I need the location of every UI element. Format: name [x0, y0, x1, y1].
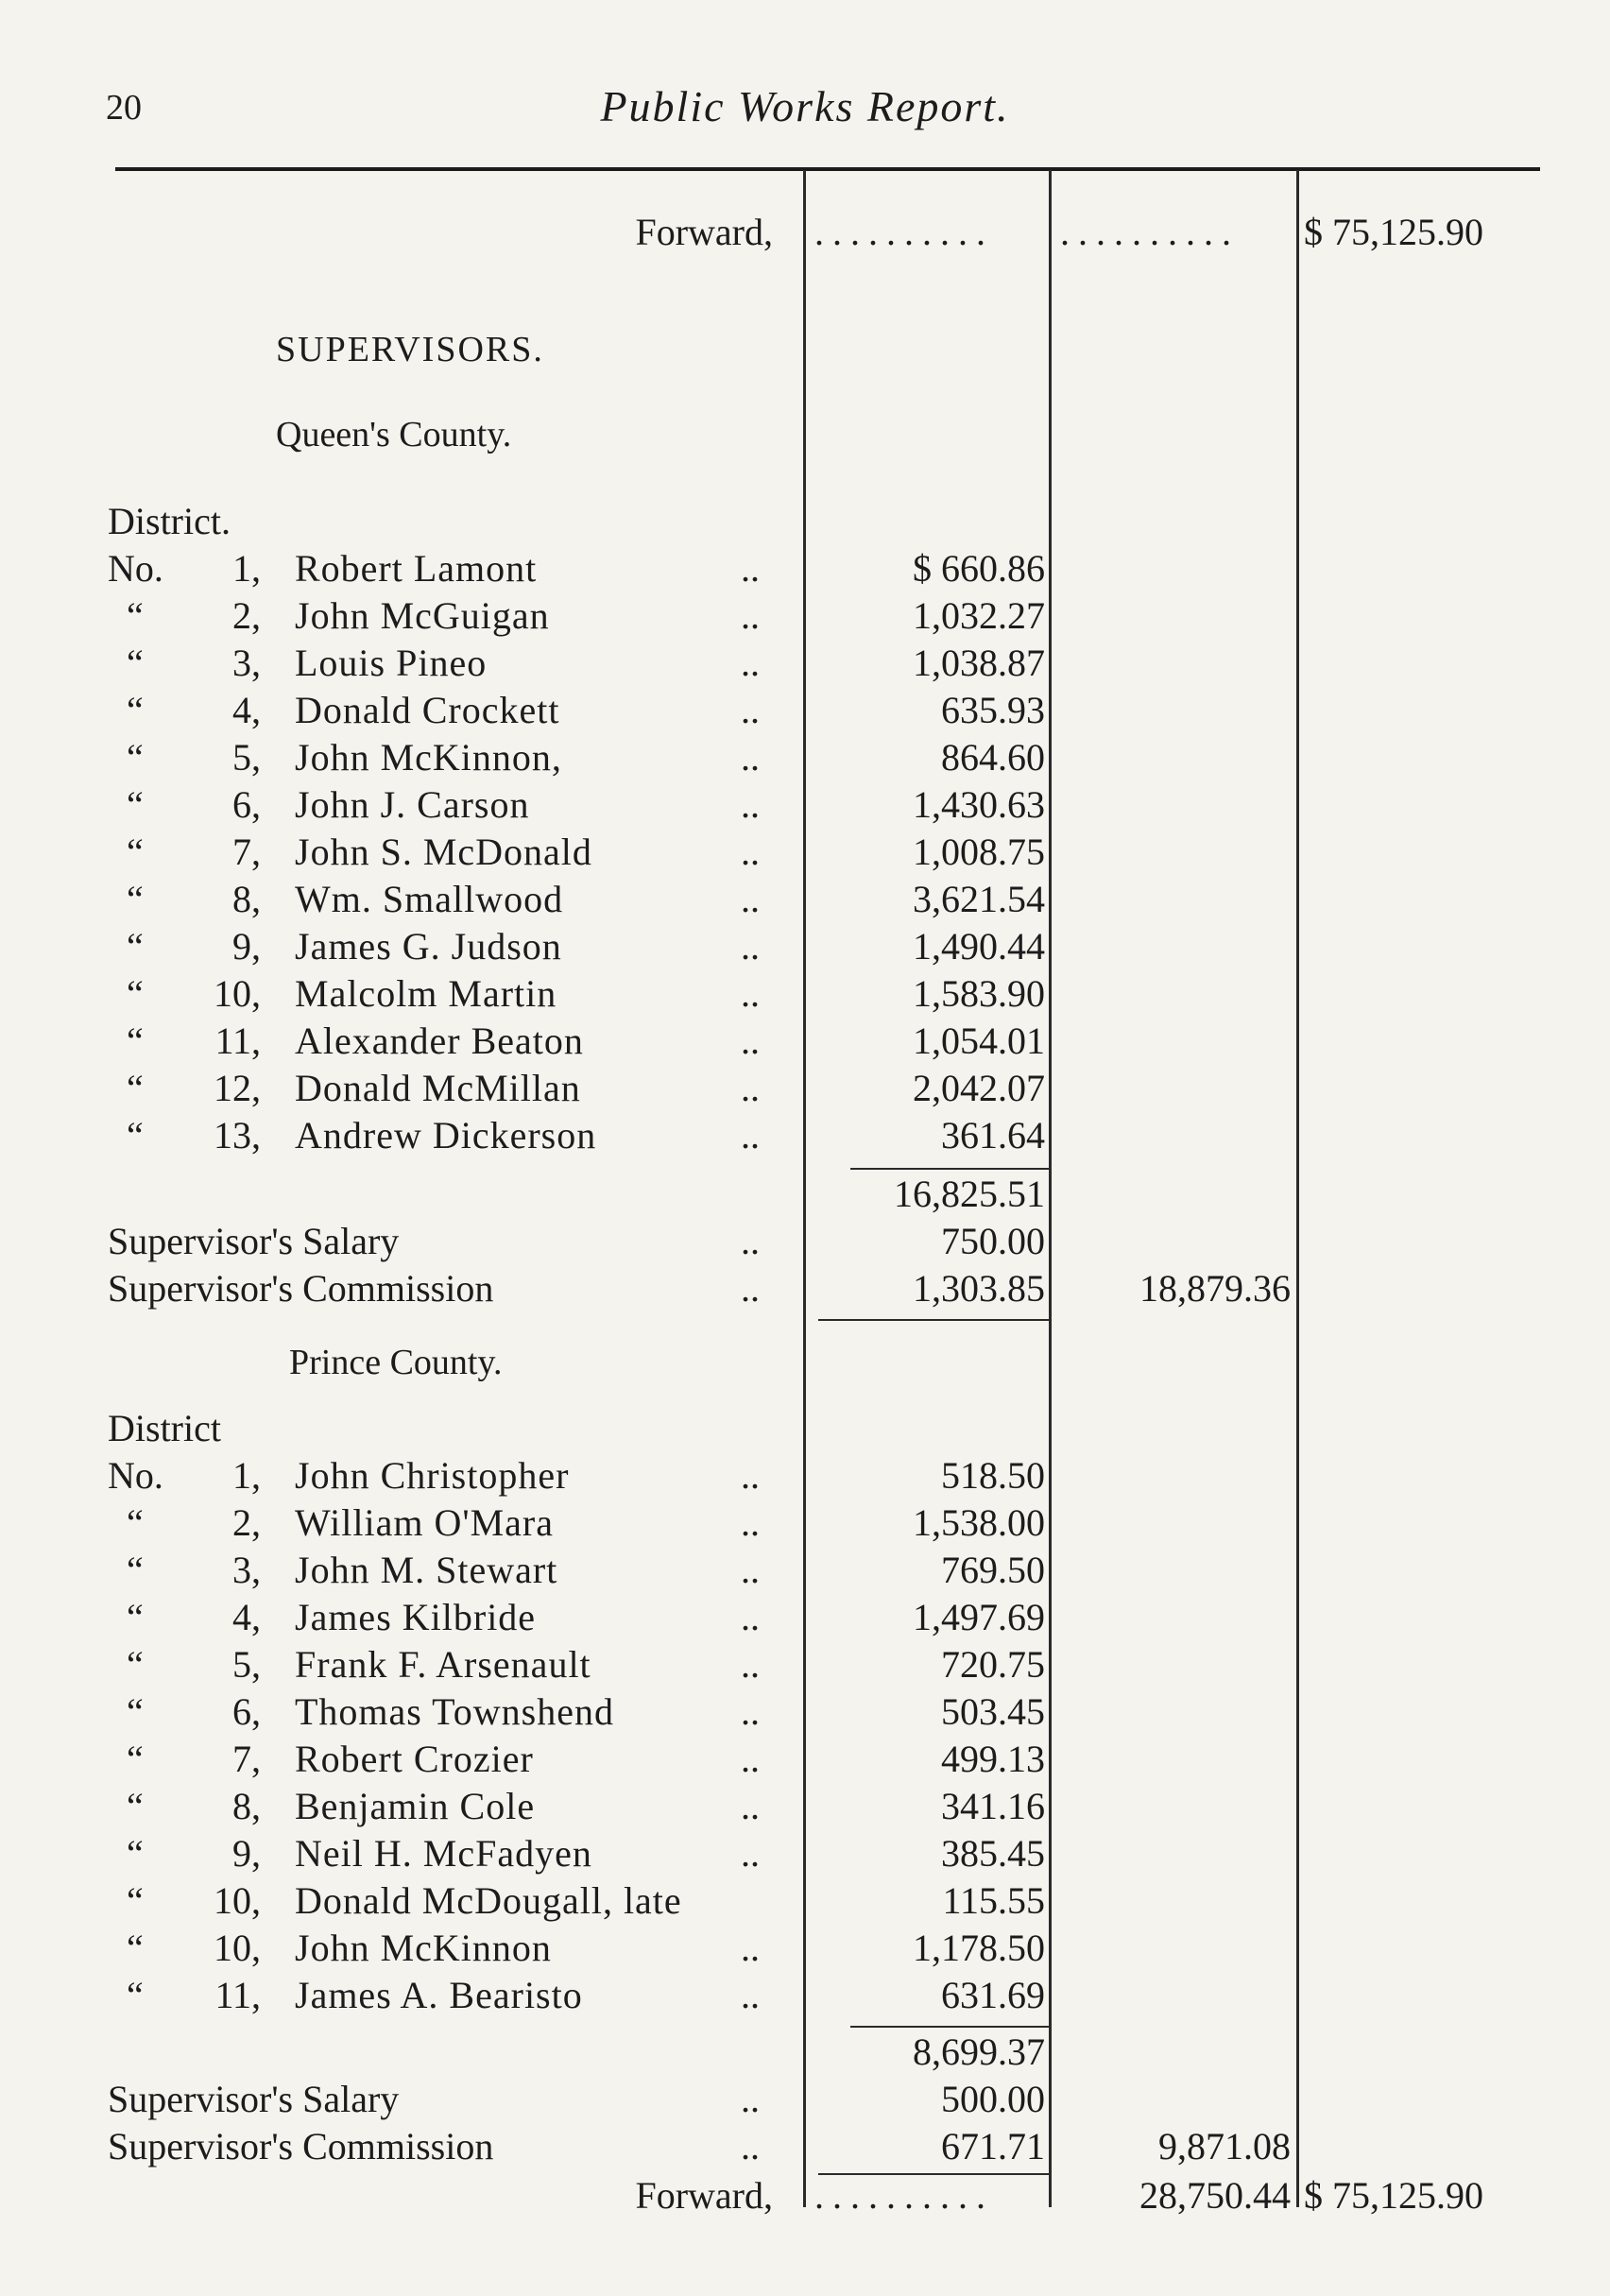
queens-total: 18,879.36: [1139, 1267, 1291, 1310]
prince-commission-leader: ..: [741, 2125, 760, 2167]
queens-row-district-number: 12,: [214, 1067, 261, 1109]
prince-total: 9,871.08: [1158, 2125, 1291, 2167]
prince-row-amount: 1,497.69: [913, 1596, 1045, 1638]
prince-row-leader: ..: [741, 1974, 760, 2016]
prince-district-label: District: [108, 1407, 221, 1449]
queens-row-ditto: “: [127, 642, 144, 684]
queens-subtotal: 16,825.51: [894, 1173, 1045, 1215]
queens-row-supervisor-name: Andrew Dickerson: [295, 1114, 597, 1157]
queens-row-leader: ..: [741, 689, 760, 731]
prince-row-ditto: “: [127, 1596, 144, 1638]
queens-row-ditto: “: [127, 1114, 144, 1157]
queens-commission-amount: 1,303.85: [913, 1267, 1045, 1310]
queens-row-leader: ..: [741, 783, 760, 826]
prince-row-amount: 341.16: [941, 1785, 1045, 1827]
queens-salary-amount: 750.00: [941, 1220, 1045, 1262]
prince-row-district-number: 3,: [232, 1549, 261, 1591]
queens-row-amount: 1,490.44: [913, 925, 1045, 968]
prince-row-ditto: “: [127, 1785, 144, 1827]
prince-row-leader: ..: [741, 1501, 760, 1544]
forward-total-top: $ 75,125.90: [1304, 211, 1483, 253]
prince-row-amount: 518.50: [941, 1454, 1045, 1497]
prince-row-supervisor-name: John McKinnon: [295, 1927, 552, 1969]
prince-row-supervisor-name: Robert Crozier: [295, 1738, 534, 1780]
forward-label-bottom: Forward,: [635, 2174, 773, 2217]
queens-row-amount: 1,038.87: [913, 642, 1045, 684]
prince-row-amount: 1,538.00: [913, 1501, 1045, 1544]
prince-row-ditto: “: [127, 1501, 144, 1544]
header-rule: [115, 167, 1540, 171]
queens-row-ditto: “: [127, 689, 144, 731]
column-rule-1: [803, 170, 806, 2207]
queens-row-amount: 864.60: [941, 736, 1045, 779]
queens-row-leader: ..: [741, 831, 760, 873]
prince-row-leader: ..: [741, 1549, 760, 1591]
prince-row-supervisor-name: William O'Mara: [295, 1501, 554, 1544]
prince-row-ditto: “: [127, 1879, 144, 1922]
prince-row-district-number: 8,: [232, 1785, 261, 1827]
queens-row-supervisor-name: John S. McDonald: [295, 831, 592, 873]
queens-salary-label: Supervisor's Salary: [108, 1220, 400, 1262]
queens-row-amount: 361.64: [941, 1114, 1045, 1157]
forward-leader-col3: ..........: [1060, 211, 1240, 253]
prince-salary-label: Supervisor's Salary: [108, 2078, 400, 2120]
queens-row-leader: ..: [741, 1019, 760, 1062]
prince-row-amount: 769.50: [941, 1549, 1045, 1591]
prince-row-supervisor-name: Frank F. Arsenault: [295, 1643, 591, 1686]
queens-row-leader: ..: [741, 925, 760, 968]
forward-leader-bottom: ..........: [814, 2174, 994, 2217]
queens-subtotal-rule: [850, 1168, 1049, 1170]
queens-row-district-number: 13,: [214, 1114, 261, 1157]
queens-row-ditto: “: [127, 1067, 144, 1109]
queens-row-supervisor-name: Donald Crockett: [295, 689, 560, 731]
queens-row-district-number: 3,: [232, 642, 261, 684]
prince-row-ditto: “: [127, 1738, 144, 1780]
prince-county-heading: Prince County.: [289, 1343, 503, 1382]
prince-row-district-number: 10,: [214, 1879, 261, 1922]
queens-row-supervisor-name: Malcolm Martin: [295, 972, 557, 1015]
queens-row-amount: $ 660.86: [913, 547, 1045, 590]
prince-salary-leader: ..: [741, 2078, 760, 2120]
queens-row-ditto: “: [127, 594, 144, 637]
prince-row-ditto: “: [127, 1927, 144, 1969]
queens-row-amount: 635.93: [941, 689, 1045, 731]
queens-row-supervisor-name: John McGuigan: [295, 594, 550, 637]
queens-row-leader: ..: [741, 547, 760, 590]
prince-row-leader: ..: [741, 1596, 760, 1638]
prince-row-district-number: 6,: [232, 1690, 261, 1733]
forward-total-bottom: $ 75,125.90: [1304, 2174, 1483, 2217]
queens-row-ditto: “: [127, 783, 144, 826]
prince-row-supervisor-name: Benjamin Cole: [295, 1785, 536, 1827]
prince-row-leader: ..: [741, 1690, 760, 1733]
queens-row-amount: 1,008.75: [913, 831, 1045, 873]
prince-row-leader: ..: [741, 1832, 760, 1875]
queens-row-ditto: “: [127, 736, 144, 779]
queens-row-ditto: No.: [108, 547, 163, 590]
queens-row-district-number: 10,: [214, 972, 261, 1015]
queens-row-amount: 1,430.63: [913, 783, 1045, 826]
prince-row-supervisor-name: Thomas Townshend: [295, 1690, 614, 1733]
queens-row-leader: ..: [741, 972, 760, 1015]
prince-row-amount: 1,178.50: [913, 1927, 1045, 1969]
queens-row-supervisor-name: Louis Pineo: [295, 642, 488, 684]
queens-row-amount: 1,032.27: [913, 594, 1045, 637]
prince-commission-label: Supervisor's Commission: [108, 2125, 494, 2167]
queens-row-supervisor-name: John J. Carson: [295, 783, 530, 826]
prince-row-amount: 720.75: [941, 1643, 1045, 1686]
prince-row-supervisor-name: Donald McDougall, late: [295, 1879, 682, 1922]
queens-row-district-number: 1,: [232, 547, 261, 590]
prince-subtotal: 8,699.37: [913, 2030, 1045, 2073]
queens-row-supervisor-name: John McKinnon,: [295, 736, 562, 779]
queens-row-district-number: 4,: [232, 689, 261, 731]
prince-row-amount: 385.45: [941, 1832, 1045, 1875]
queens-row-district-number: 2,: [232, 594, 261, 637]
queens-commission-leader: ..: [741, 1267, 760, 1310]
prince-salary-amount: 500.00: [941, 2078, 1045, 2120]
prince-commission-amount: 671.71: [941, 2125, 1045, 2167]
queens-total-rule: [818, 1319, 1049, 1321]
queens-county-heading: Queen's County.: [276, 415, 512, 454]
queens-row-leader: ..: [741, 1114, 760, 1157]
page-title: Public Works Report.: [600, 82, 1010, 130]
forward-leader-col2: ..........: [814, 211, 994, 253]
prince-row-ditto: “: [127, 1832, 144, 1875]
prince-row-district-number: 1,: [232, 1454, 261, 1497]
queens-row-amount: 3,621.54: [913, 878, 1045, 920]
prince-row-district-number: 9,: [232, 1832, 261, 1875]
queens-row-district-number: 9,: [232, 925, 261, 968]
queens-row-leader: ..: [741, 1067, 760, 1109]
column-rule-3: [1296, 170, 1299, 2207]
queens-commission-label: Supervisor's Commission: [108, 1267, 494, 1310]
queens-row-ditto: “: [127, 925, 144, 968]
queens-row-district-number: 8,: [232, 878, 261, 920]
queens-row-supervisor-name: Alexander Beaton: [295, 1019, 584, 1062]
prince-row-amount: 631.69: [941, 1974, 1045, 2016]
queens-row-district-number: 5,: [232, 736, 261, 779]
queens-row-amount: 1,583.90: [913, 972, 1045, 1015]
prince-row-supervisor-name: John M. Stewart: [295, 1549, 558, 1591]
queens-row-supervisor-name: Robert Lamont: [295, 547, 538, 590]
queens-row-leader: ..: [741, 736, 760, 779]
prince-row-district-number: 4,: [232, 1596, 261, 1638]
forward-col3-total-bottom: 28,750.44: [1139, 2174, 1291, 2217]
queens-row-district-number: 11,: [214, 1019, 261, 1062]
prince-row-leader: ..: [741, 1785, 760, 1827]
section-title: SUPERVISORS.: [276, 330, 544, 369]
prince-row-supervisor-name: Neil H. McFadyen: [295, 1832, 592, 1875]
prince-row-district-number: 11,: [214, 1974, 261, 2016]
queens-row-amount: 2,042.07: [913, 1067, 1045, 1109]
queens-row-amount: 1,054.01: [913, 1019, 1045, 1062]
queens-row-leader: ..: [741, 642, 760, 684]
queens-row-supervisor-name: Donald McMillan: [295, 1067, 581, 1109]
column-rule-2: [1049, 170, 1052, 2207]
queens-row-ditto: “: [127, 1019, 144, 1062]
queens-row-district-number: 7,: [232, 831, 261, 873]
queens-row-district-number: 6,: [232, 783, 261, 826]
prince-row-supervisor-name: John Christopher: [295, 1454, 570, 1497]
queens-row-supervisor-name: James G. Judson: [295, 925, 562, 968]
prince-row-leader: ..: [741, 1738, 760, 1780]
prince-row-amount: 499.13: [941, 1738, 1045, 1780]
queens-salary-leader: ..: [741, 1220, 760, 1262]
prince-row-leader: ..: [741, 1454, 760, 1497]
queens-row-leader: ..: [741, 878, 760, 920]
queens-row-ditto: “: [127, 972, 144, 1015]
prince-row-amount: 503.45: [941, 1690, 1045, 1733]
prince-row-district-number: 2,: [232, 1501, 261, 1544]
prince-subtotal-rule: [850, 2026, 1049, 2028]
prince-row-ditto: “: [127, 1549, 144, 1591]
prince-row-district-number: 10,: [214, 1927, 261, 1969]
prince-row-ditto: “: [127, 1974, 144, 2016]
queens-district-label: District.: [108, 500, 231, 542]
prince-row-ditto: “: [127, 1643, 144, 1686]
prince-row-supervisor-name: James A. Bearisto: [295, 1974, 583, 2016]
prince-row-leader: ..: [741, 1643, 760, 1686]
prince-row-supervisor-name: James Kilbride: [295, 1596, 537, 1638]
prince-row-district-number: 7,: [232, 1738, 261, 1780]
queens-row-supervisor-name: Wm. Smallwood: [295, 878, 564, 920]
page-number: 20: [106, 88, 142, 128]
prince-row-ditto: No.: [108, 1454, 163, 1497]
prince-row-leader: ..: [741, 1927, 760, 1969]
queens-row-leader: ..: [741, 594, 760, 637]
forward-label-top: Forward,: [635, 211, 773, 253]
queens-row-ditto: “: [127, 878, 144, 920]
prince-row-ditto: “: [127, 1690, 144, 1733]
queens-row-ditto: “: [127, 831, 144, 873]
prince-row-amount: 115.55: [942, 1879, 1045, 1922]
prince-row-district-number: 5,: [232, 1643, 261, 1686]
